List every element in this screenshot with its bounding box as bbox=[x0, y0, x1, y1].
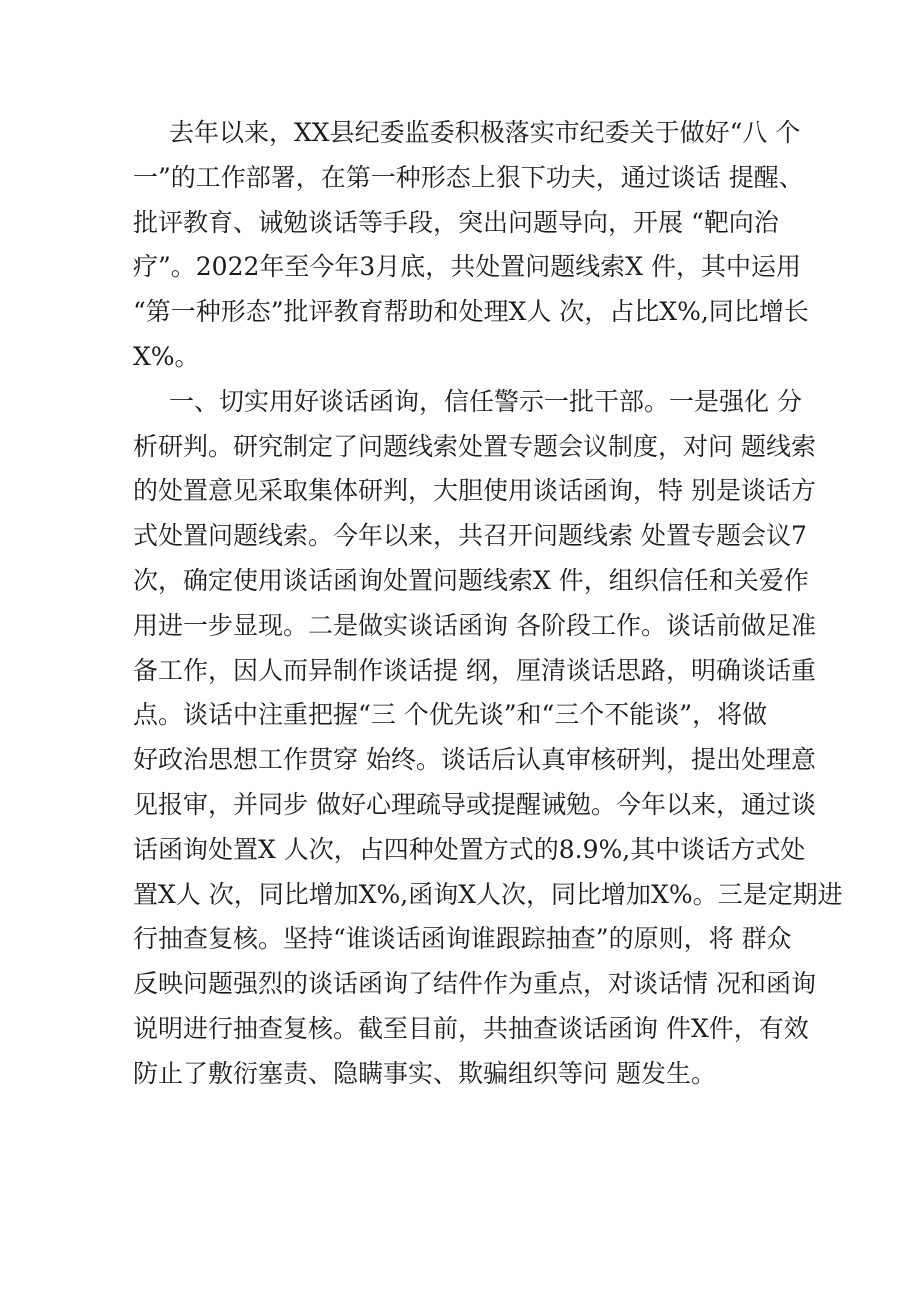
text-line: 析研判。研究制定了问题线索处置专题会议制度，对问 题线索 bbox=[133, 431, 816, 461]
text-line: 好政治思想工作贯穿 始终。谈话后认真审核研判，提出处理意 bbox=[133, 745, 816, 775]
text-line: 疗”。2022年至今年3月底，共处置问题线索X 件，其中运用 bbox=[133, 252, 802, 282]
text-line: 一、切实用好谈话函询，信任警示一批干部。一是强化 分 bbox=[169, 386, 802, 416]
text-line: 一”的工作部署，在第一种形态上狠下功夫，通过谈话 提醒、 bbox=[133, 162, 804, 192]
text-line: 备工作，因人而异制作谈话提 纲，厘清谈话思路，明确谈话重 bbox=[133, 655, 816, 685]
text-line: 批评教育、诫勉谈话等手段，突出问题导向，开展 “靶向治 bbox=[133, 207, 779, 237]
text-line: 行抽查复核。坚持“谁谈话函询谁跟踪抽查”的原则，将 群众 bbox=[133, 924, 792, 954]
paragraph-section-one bbox=[133, 380, 843, 1097]
text-line: X%。 bbox=[133, 341, 200, 371]
text-line: 话函询处置X 人次，占四种处置方式的8.9%,其中谈话方式处 bbox=[133, 834, 806, 864]
paragraph-intro bbox=[133, 111, 833, 380]
text-line: 式处置问题线索。今年以来，共召开问题线索 处置专题会议7 bbox=[133, 521, 807, 551]
text-line: 防止了敷衍塞责、隐瞒事实、欺骗组织等问 题发生。 bbox=[133, 1058, 716, 1088]
text-line: “第一种形态”批评教育帮助和处理X人 次，占比X%,同比增长 bbox=[133, 297, 809, 327]
text-line: 反映问题强烈的谈话函询了结件作为重点，对谈话情 况和函询 bbox=[133, 969, 816, 999]
text-line: 见报审，并同步 做好心理疏导或提醒诫勉。今年以来，通过谈 bbox=[133, 789, 816, 819]
text-line: 去年以来，XX县纪委监委积极落实市纪委关于做好“八 个 bbox=[169, 118, 801, 147]
text-line: 点。谈话中注重把握“三 个优先谈”和“三个不能谈”，将做 bbox=[133, 700, 768, 730]
text-line: 次，确定使用谈话函询处置问题线索X 件，组织信任和关爱作 bbox=[133, 565, 809, 595]
text-line: 说明进行抽查复核。截至目前，共抽查谈话函询 件X件，有效 bbox=[133, 1013, 809, 1043]
text-line: 用进一步显现。二是做实谈话函询 各阶段工作。谈话前做足准 bbox=[133, 610, 816, 640]
document-body bbox=[133, 111, 843, 1097]
text-line: 置X人 次，同比增加X%,函询X人次，同比增加X%。三是定期进 bbox=[133, 879, 843, 909]
text-line: 的处置意见采取集体研判，大胆使用谈话函询，特 别是谈话方 bbox=[133, 476, 816, 506]
